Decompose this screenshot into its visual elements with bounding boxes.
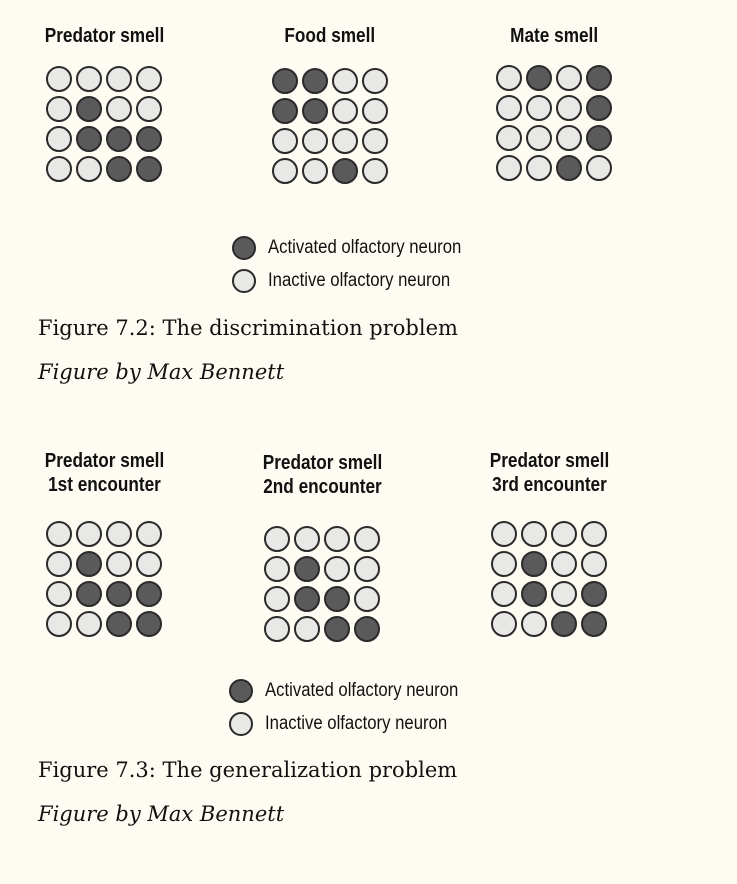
panel-title-line: Predator smell (262, 452, 382, 474)
inactive-neuron-icon (232, 269, 256, 293)
inactive-neuron-icon (264, 526, 290, 552)
inactive-neuron-icon (556, 125, 582, 151)
inactive-neuron-icon (354, 526, 380, 552)
panel-title (510, 24, 598, 48)
panel-predator-3rd-encounter (459, 449, 639, 637)
panel-title (44, 24, 163, 48)
inactive-neuron-icon (551, 581, 577, 607)
inactive-neuron-icon (264, 616, 290, 642)
legend (232, 231, 488, 297)
panel-title-line: Mate smell (510, 25, 598, 47)
legend-item-inactive (232, 264, 488, 297)
inactive-neuron-icon (362, 98, 388, 124)
inactive-neuron-icon (354, 556, 380, 582)
activated-neuron-icon (76, 126, 102, 152)
activated-neuron-icon (229, 679, 253, 703)
activated-neuron-icon (324, 586, 350, 612)
inactive-neuron-icon (526, 95, 552, 121)
activated-neuron-icon (136, 156, 162, 182)
inactive-neuron-icon (76, 611, 102, 637)
figure-generalization (0, 440, 737, 840)
activated-neuron-icon (581, 581, 607, 607)
figure-caption: Figure 7.3: The generalization problem (38, 758, 458, 782)
legend-label: Inactive olfactory neuron (268, 269, 451, 291)
inactive-neuron-icon (136, 96, 162, 122)
panel-title-line: Predator smell (489, 450, 609, 472)
panel-title (262, 451, 381, 499)
panel-title-line: Predator smell (44, 25, 164, 47)
activated-neuron-icon (76, 581, 102, 607)
inactive-neuron-icon (46, 611, 72, 637)
inactive-neuron-icon (302, 158, 328, 184)
activated-neuron-icon (106, 611, 132, 637)
panel-title-line: Predator smell (44, 450, 164, 472)
inactive-neuron-icon (491, 551, 517, 577)
inactive-neuron-icon (46, 156, 72, 182)
activated-neuron-icon (106, 126, 132, 152)
inactive-neuron-icon (302, 128, 328, 154)
neuron-grid (491, 521, 607, 637)
inactive-neuron-icon (526, 155, 552, 181)
inactive-neuron-icon (46, 521, 72, 547)
activated-neuron-icon (556, 155, 582, 181)
figure-credit: Figure by Max Bennett (38, 802, 285, 826)
panel-title (285, 24, 376, 48)
activated-neuron-icon (302, 98, 328, 124)
legend-label: Inactive olfactory neuron (265, 712, 448, 734)
panel-food-smell (240, 24, 420, 184)
inactive-neuron-icon (496, 95, 522, 121)
activated-neuron-icon (586, 65, 612, 91)
legend (229, 674, 485, 740)
inactive-neuron-icon (76, 156, 102, 182)
panel-title-line: 2nd encounter (262, 476, 382, 498)
activated-neuron-icon (521, 551, 547, 577)
activated-neuron-icon (302, 68, 328, 94)
panel-title (44, 449, 163, 497)
activated-neuron-icon (586, 125, 612, 151)
activated-neuron-icon (581, 611, 607, 637)
inactive-neuron-icon (551, 521, 577, 547)
panel-title (489, 449, 608, 497)
inactive-neuron-icon (106, 521, 132, 547)
inactive-neuron-icon (521, 521, 547, 547)
activated-neuron-icon (551, 611, 577, 637)
legend-label: Activated olfactory neuron (268, 236, 462, 258)
inactive-neuron-icon (491, 521, 517, 547)
inactive-neuron-icon (106, 96, 132, 122)
inactive-neuron-icon (332, 68, 358, 94)
inactive-neuron-icon (491, 581, 517, 607)
figure-credit: Figure by Max Bennett (38, 360, 285, 384)
activated-neuron-icon (136, 126, 162, 152)
inactive-neuron-icon (324, 526, 350, 552)
neuron-grid (264, 526, 380, 642)
panel-mate-smell (464, 24, 644, 181)
inactive-neuron-icon (46, 66, 72, 92)
panel-predator-smell (14, 24, 194, 182)
inactive-neuron-icon (332, 98, 358, 124)
panel-predator-1st-encounter (14, 449, 194, 637)
figure-caption: Figure 7.2: The discrimination problem (38, 316, 458, 340)
activated-neuron-icon (136, 611, 162, 637)
panel-title-line: 1st encounter (47, 474, 161, 496)
inactive-neuron-icon (136, 521, 162, 547)
inactive-neuron-icon (324, 556, 350, 582)
neuron-grid (272, 68, 388, 184)
inactive-neuron-icon (556, 65, 582, 91)
inactive-neuron-icon (76, 521, 102, 547)
activated-neuron-icon (106, 581, 132, 607)
activated-neuron-icon (526, 65, 552, 91)
inactive-neuron-icon (496, 65, 522, 91)
inactive-neuron-icon (106, 551, 132, 577)
activated-neuron-icon (294, 586, 320, 612)
panel-title-line: Food smell (284, 25, 376, 47)
activated-neuron-icon (294, 556, 320, 582)
inactive-neuron-icon (491, 611, 517, 637)
inactive-neuron-icon (46, 96, 72, 122)
inactive-neuron-icon (294, 526, 320, 552)
inactive-neuron-icon (496, 155, 522, 181)
inactive-neuron-icon (76, 66, 102, 92)
inactive-neuron-icon (521, 611, 547, 637)
inactive-neuron-icon (264, 586, 290, 612)
activated-neuron-icon (354, 616, 380, 642)
activated-neuron-icon (136, 581, 162, 607)
inactive-neuron-icon (294, 616, 320, 642)
activated-neuron-icon (106, 156, 132, 182)
inactive-neuron-icon (354, 586, 380, 612)
inactive-neuron-icon (526, 125, 552, 151)
activated-neuron-icon (586, 95, 612, 121)
inactive-neuron-icon (362, 68, 388, 94)
inactive-neuron-icon (136, 66, 162, 92)
inactive-neuron-icon (106, 66, 132, 92)
figure-discrimination (0, 0, 737, 400)
panel-title-line: 3rd encounter (491, 474, 607, 496)
activated-neuron-icon (272, 68, 298, 94)
inactive-neuron-icon (362, 158, 388, 184)
inactive-neuron-icon (264, 556, 290, 582)
inactive-neuron-icon (551, 551, 577, 577)
inactive-neuron-icon (581, 551, 607, 577)
activated-neuron-icon (76, 96, 102, 122)
activated-neuron-icon (332, 158, 358, 184)
inactive-neuron-icon (46, 551, 72, 577)
neuron-grid (46, 66, 162, 182)
activated-neuron-icon (272, 98, 298, 124)
inactive-neuron-icon (496, 125, 522, 151)
inactive-neuron-icon (581, 521, 607, 547)
activated-neuron-icon (521, 581, 547, 607)
inactive-neuron-icon (362, 128, 388, 154)
legend-item-activated (229, 674, 485, 707)
inactive-neuron-icon (46, 581, 72, 607)
panel-predator-2nd-encounter (232, 451, 412, 642)
neuron-grid (46, 521, 162, 637)
legend-item-activated (232, 231, 488, 264)
activated-neuron-icon (232, 236, 256, 260)
inactive-neuron-icon (229, 712, 253, 736)
legend-label: Activated olfactory neuron (265, 679, 459, 701)
activated-neuron-icon (76, 551, 102, 577)
inactive-neuron-icon (46, 126, 72, 152)
activated-neuron-icon (324, 616, 350, 642)
neuron-grid (496, 65, 612, 181)
inactive-neuron-icon (136, 551, 162, 577)
inactive-neuron-icon (556, 95, 582, 121)
legend-item-inactive (229, 707, 485, 740)
inactive-neuron-icon (272, 158, 298, 184)
inactive-neuron-icon (332, 128, 358, 154)
inactive-neuron-icon (272, 128, 298, 154)
inactive-neuron-icon (586, 155, 612, 181)
